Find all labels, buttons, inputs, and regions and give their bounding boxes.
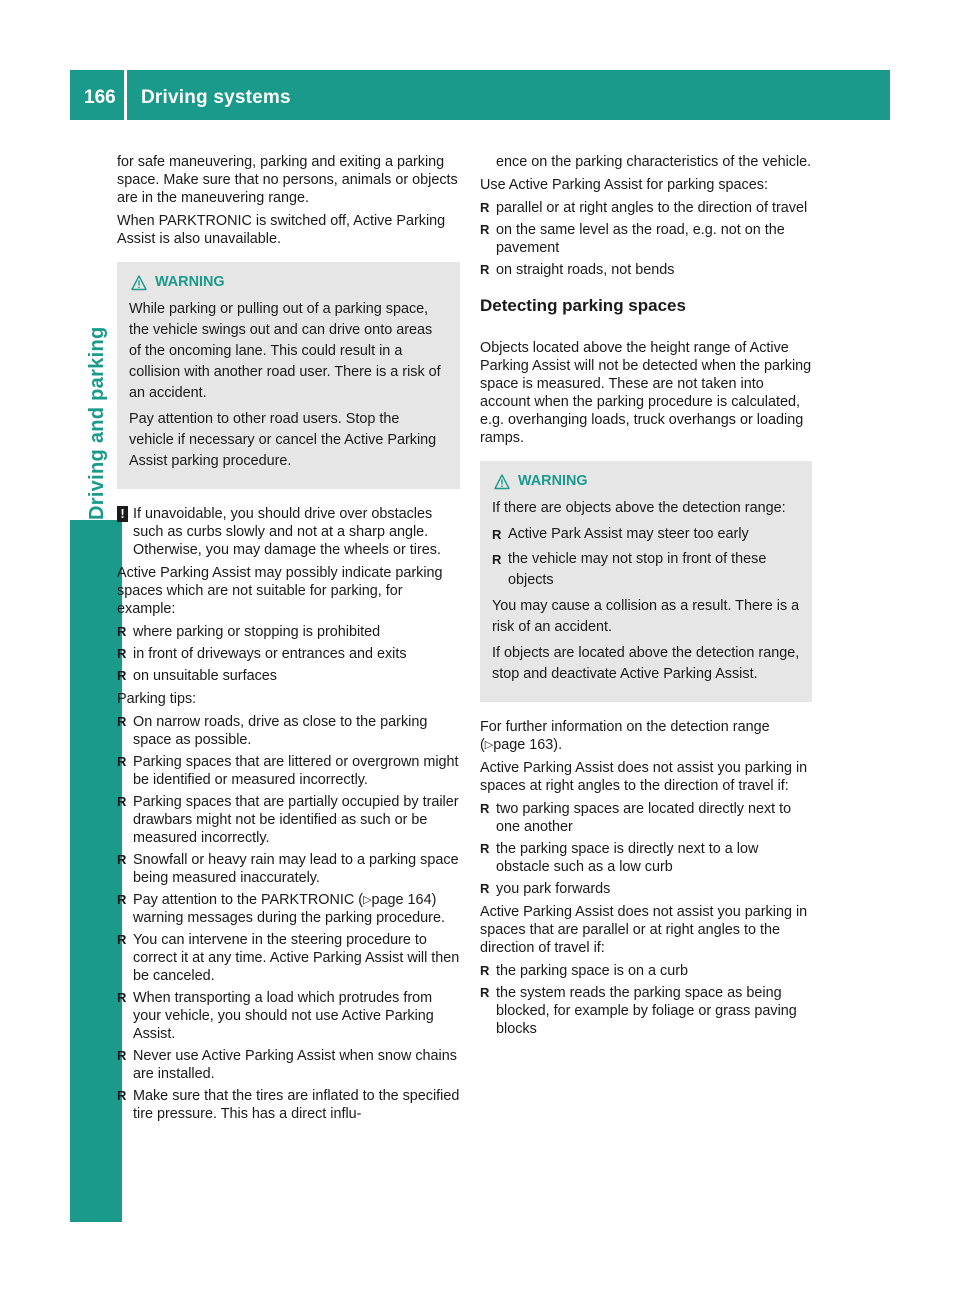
paragraph	[480, 718, 812, 754]
list-item	[492, 549, 800, 591]
paragraph: Parking tips:	[117, 691, 197, 707]
page-number: 166	[84, 87, 116, 108]
page-reference-link[interactable]: page 163).	[493, 737, 563, 753]
list-item	[480, 261, 812, 279]
warning-box	[480, 461, 812, 702]
paragraph-text: For further information on the detection range (	[480, 719, 770, 753]
bullet-list	[480, 199, 812, 279]
bullet-icon: R	[117, 932, 127, 947]
list-item-text: Snowfall or heavy rain may lead to a parking space being measured inaccurately.	[133, 852, 459, 886]
section-tab-label: Driving and parking	[86, 326, 108, 520]
bullet-icon: R	[117, 668, 127, 683]
bullet-icon: R	[117, 754, 127, 769]
header-divider	[124, 70, 127, 120]
paragraph: Active Parking Assist may possibly indicate parking spaces which are not suitable for parking, for example:	[117, 565, 443, 617]
warning-text: While parking or pulling out of a parking space, the vehicle swings out and can drive onto areas of the oncoming lane. This could result in a collision with another road user. There is a risk of an accident.	[129, 301, 441, 401]
bullet-icon: R	[117, 852, 127, 867]
bullet-icon: R	[480, 262, 490, 277]
list-item	[480, 880, 812, 898]
list-item	[480, 984, 812, 1038]
warning-triangle-icon	[494, 474, 510, 490]
notice-text: If unavoidable, you should drive over obstacles such as curbs slowly and not at a sharp angle. Otherwise, you may damage the wheels or tires.	[133, 506, 441, 558]
page-reference-link[interactable]: page 164) warning messages during the parking procedure.	[133, 892, 445, 926]
bullet-icon: R	[492, 552, 502, 567]
list-item-text: the system reads the parking space as being blocked, for example by foliage or grass paving blocks	[496, 985, 797, 1037]
list-item	[117, 667, 460, 685]
list-item-text: the parking space is on a curb	[496, 963, 688, 979]
bullet-icon: R	[117, 646, 127, 661]
list-item-text: When transporting a load which protrudes from your vehicle, you should not use Active Parking Assist.	[133, 990, 434, 1042]
bullet-list	[117, 623, 460, 685]
list-item	[480, 840, 812, 876]
warning-title: WARNING	[155, 274, 225, 290]
list-item-text: On narrow roads, drive as close to the parking space as possible.	[133, 714, 428, 748]
list-item-text: Make sure that the tires are inflated to the specified tire pressure. This has a direct influ-	[133, 1088, 460, 1122]
list-item	[117, 851, 460, 887]
list-item	[117, 623, 460, 641]
list-item-text: Pay attention to the PARKTRONIC (	[133, 892, 364, 908]
list-item	[117, 793, 460, 847]
list-item	[117, 713, 460, 749]
list-item	[480, 221, 812, 257]
paragraph: Active Parking Assist does not assist you parking in spaces that are parallel or at right angles to the direction of travel if:	[480, 904, 808, 956]
paragraph: Objects located above the height range of Active Parking Assist will not be detected when the parking space is measured. These are not taken into account when the parking procedure is calculated, e.g. overhanging loads, truck overhangs or loading ramps.	[480, 340, 812, 446]
section-marker	[70, 520, 122, 1222]
warning-triangle-icon	[131, 275, 147, 291]
list-item-text: Parking spaces that are partially occupied by trailer drawbars might not be identified as such or be measured incorrectly.	[133, 794, 459, 846]
warning-header	[129, 272, 448, 293]
paragraph: for safe maneuvering, parking and exiting a parking space. Make sure that no persons, animals or objects are in the maneuvering range.	[117, 154, 458, 206]
list-item	[117, 931, 460, 985]
list-item	[492, 524, 800, 545]
paragraph: ence on the parking characteristics of the vehicle.	[496, 154, 812, 170]
bullet-icon: R	[492, 527, 502, 542]
list-item-text: in front of driveways or entrances and exits	[133, 646, 407, 662]
list-item-text: on the same level as the road, e.g. not on the pavement	[496, 222, 785, 256]
list-item-text: you park forwards	[496, 881, 611, 897]
list-item	[117, 753, 460, 789]
warning-list	[492, 524, 800, 591]
list-item	[117, 1047, 460, 1083]
right-column	[480, 153, 812, 1043]
list-item-text: Never use Active Parking Assist when snow chains are installed.	[133, 1048, 457, 1082]
list-item-text: two parking spaces are located directly next to one another	[496, 801, 792, 835]
list-item	[480, 800, 812, 836]
list-item-text: You can intervene in the steering procedure to correct it at any time. Active Parking Assist will then be canceled.	[133, 932, 460, 984]
bullet-icon: R	[117, 990, 127, 1005]
page-title: Driving systems	[141, 87, 291, 108]
list-item	[117, 989, 460, 1043]
bullet-icon: R	[480, 200, 490, 215]
notice	[117, 505, 460, 559]
bullet-icon: R	[480, 985, 490, 1000]
list-item	[117, 1087, 460, 1123]
section-tab	[86, 326, 116, 520]
bullet-icon: R	[117, 892, 127, 907]
paragraph: Active Parking Assist does not assist you parking in spaces at right angles to the direction of travel if:	[480, 760, 808, 794]
list-item-text: Active Park Assist may steer too early	[508, 526, 749, 542]
list-item	[480, 199, 812, 217]
bullet-icon: R	[117, 1048, 127, 1063]
warning-box	[117, 262, 460, 489]
warning-text: If there are objects above the detection range:	[492, 500, 786, 516]
page-ref-arrow-icon: ▷	[484, 739, 494, 751]
list-item-text: parallel or at right angles to the direction of travel	[496, 200, 808, 216]
bullet-icon: R	[480, 963, 490, 978]
warning-header	[492, 471, 800, 492]
paragraph: Use Active Parking Assist for parking spaces:	[480, 177, 768, 193]
bullet-icon: R	[480, 801, 490, 816]
bullet-icon: R	[117, 714, 127, 729]
tips-list	[117, 713, 460, 1123]
list-item-text: where parking or stopping is prohibited	[133, 624, 381, 640]
section-heading: Detecting parking spaces	[480, 296, 686, 315]
page-ref-arrow-icon: ▷	[363, 894, 372, 906]
bullet-icon: R	[117, 794, 127, 809]
left-column	[117, 153, 460, 1128]
list-item	[117, 645, 460, 663]
list-item-text: Parking spaces that are littered or overgrown might be identified or measured incorrectly.	[133, 754, 459, 788]
bullet-list	[480, 962, 812, 1038]
bullet-icon: R	[117, 1088, 127, 1103]
warning-text: You may cause a collision as a result. There is a risk of an accident.	[492, 598, 800, 635]
bullet-icon: R	[480, 841, 490, 856]
warning-title: WARNING	[518, 473, 588, 489]
exclamation-icon: !	[117, 506, 128, 522]
bullet-icon: R	[117, 624, 127, 639]
bullet-list	[480, 800, 812, 898]
warning-text: If objects are located above the detection range, stop and deactivate Active Parking Assist.	[492, 645, 800, 682]
list-item-text: the parking space is directly next to a low obstacle such as a low curb	[496, 841, 759, 875]
list-item-text: on unsuitable surfaces	[133, 668, 277, 684]
list-item	[117, 891, 460, 927]
list-item	[480, 962, 812, 980]
bullet-icon: R	[480, 222, 490, 237]
list-item-text: the vehicle may not stop in front of these objects	[508, 551, 767, 588]
paragraph: When PARKTRONIC is switched off, Active Parking Assist is also unavailable.	[117, 213, 446, 247]
bullet-icon: R	[480, 881, 490, 896]
warning-text: Pay attention to other road users. Stop the vehicle if necessary or cancel the Active Parking Assist parking procedure.	[129, 411, 437, 469]
list-item-text: on straight roads, not bends	[496, 262, 675, 278]
